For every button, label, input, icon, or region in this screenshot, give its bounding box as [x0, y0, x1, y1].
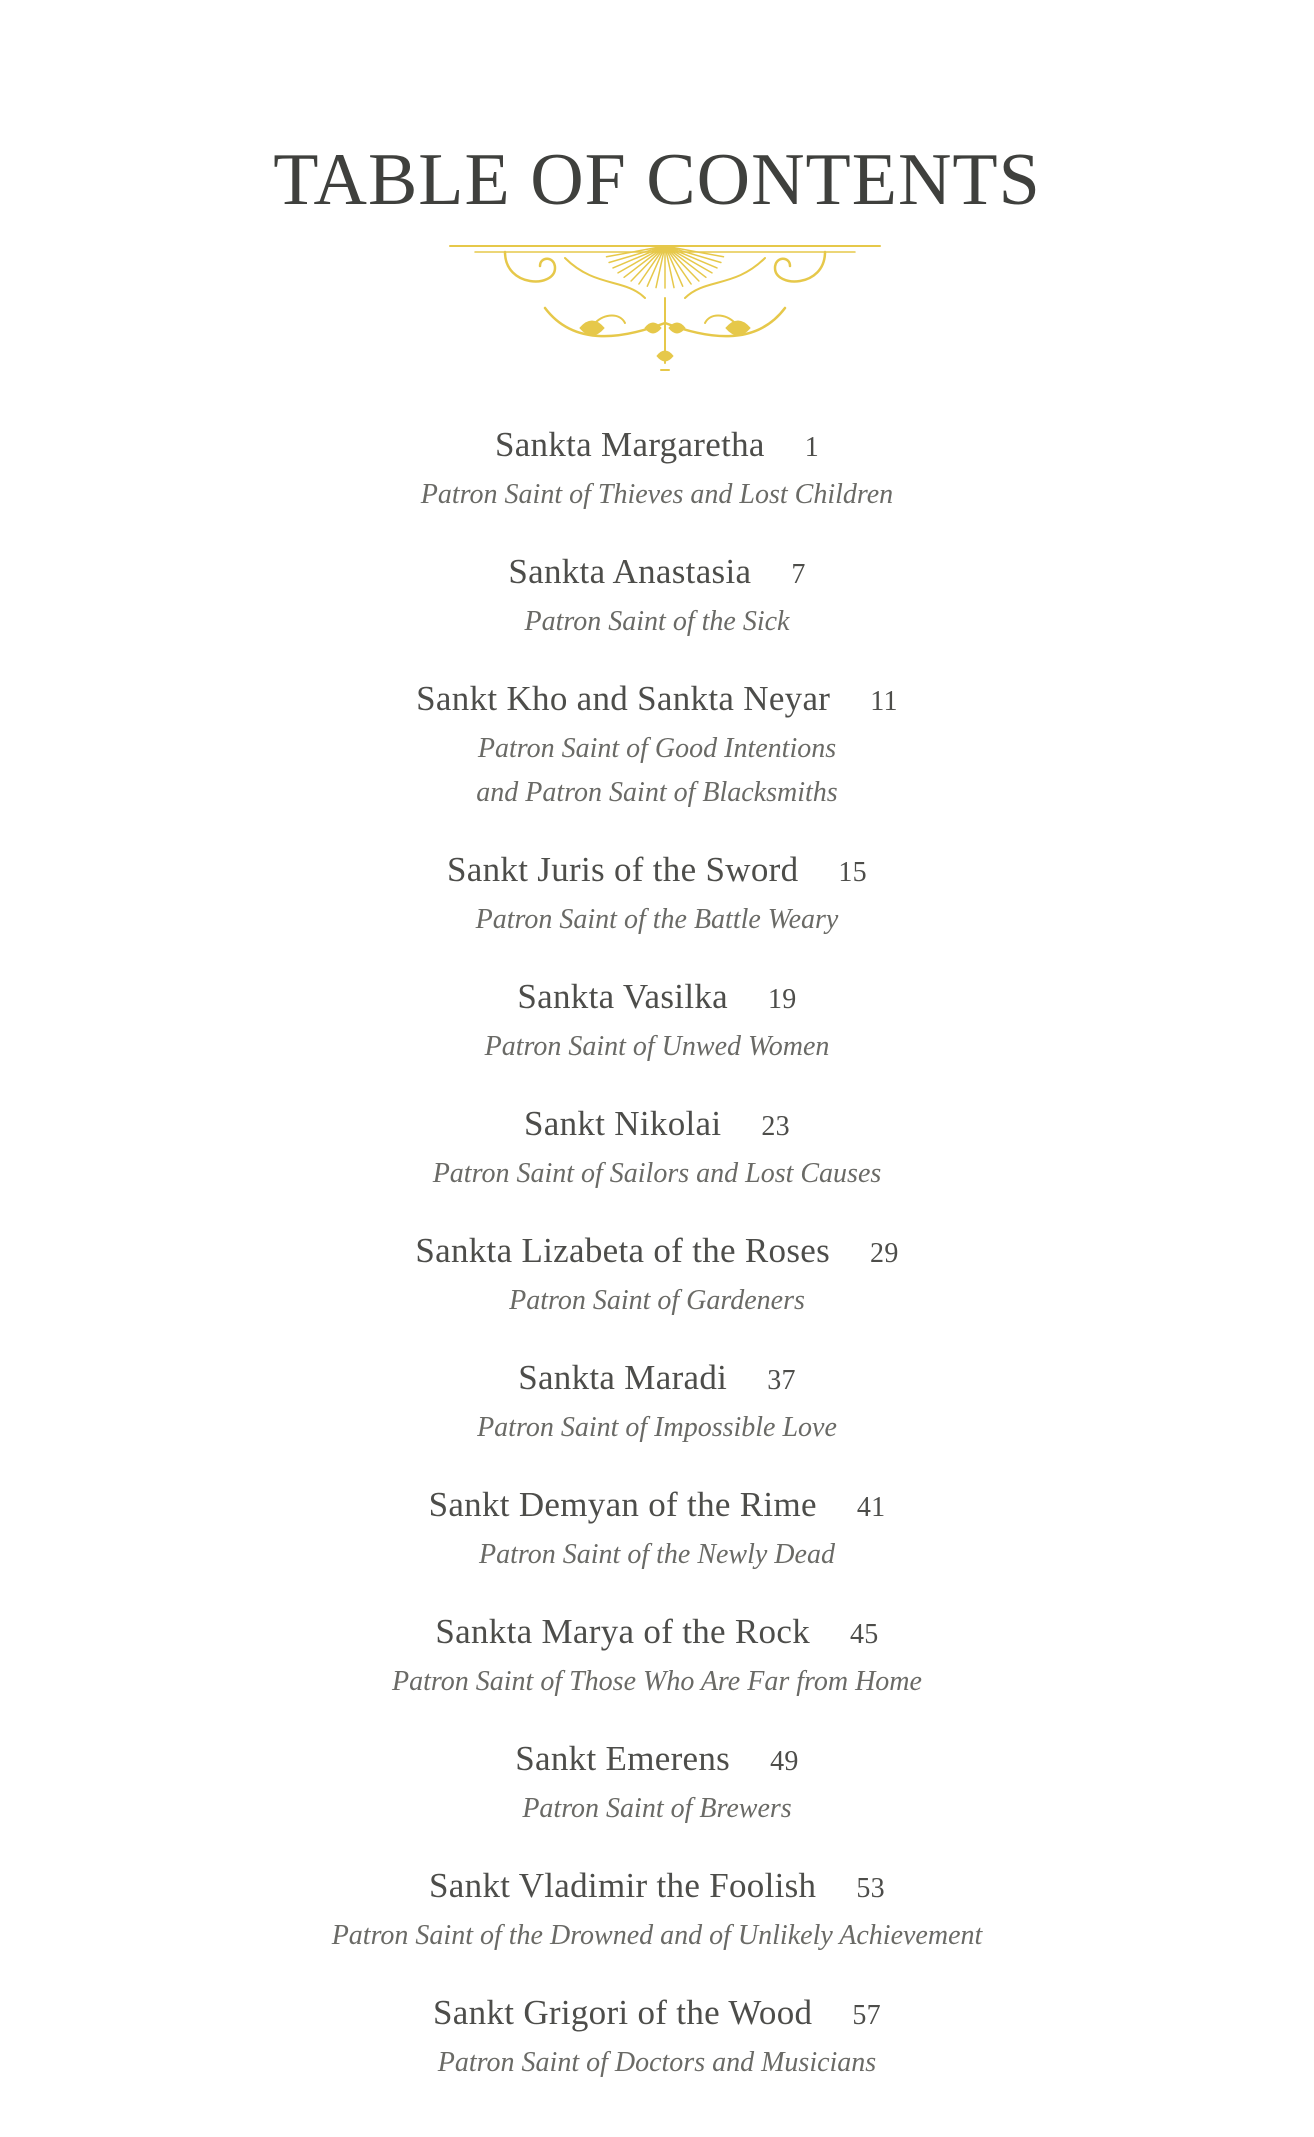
ornament-stroke — [505, 252, 555, 281]
toc-entry-title: Sankt Nikolai — [524, 1104, 722, 1143]
toc-entry-heading — [0, 674, 1314, 727]
toc-entry-subtitle: Patron Saint of Gardeners — [509, 1285, 805, 1316]
toc-entry-title: Sankt Emerens — [515, 1739, 731, 1778]
toc-entry-title: Sankt Juris of the Sword — [447, 850, 799, 889]
toc-entry-heading — [0, 1861, 1314, 1914]
toc-entry-subtitle: and Patron Saint of Blacksmiths — [476, 777, 838, 808]
toc-entry-subtitle: Patron Saint of Doctors and Musicians — [437, 2047, 877, 2078]
toc-entry-subtitle: Patron Saint of Sailors and Lost Causes — [432, 1158, 882, 1189]
toc-entry-heading — [0, 1480, 1314, 1533]
toc-entry-subtitle: Patron Saint of Those Who Are Far from Home — [392, 1666, 922, 1697]
toc-entry-page-number: 45 — [850, 1619, 879, 1650]
toc-entry-subtitle: Patron Saint of Unwed Women — [484, 1031, 830, 1062]
toc-entry-heading — [0, 547, 1314, 600]
toc-entry[interactable] — [0, 1988, 1314, 2085]
toc-entry-heading — [0, 1099, 1314, 1152]
toc-entry-page-number: 23 — [761, 1111, 790, 1142]
toc-entry-title: Sankta Lizabeta of the Roses — [415, 1231, 831, 1270]
toc-entry[interactable] — [0, 420, 1314, 517]
toc-entry-page-number: 41 — [856, 1492, 886, 1523]
toc-entry[interactable] — [0, 547, 1314, 644]
toc-entry-heading — [0, 1734, 1314, 1787]
toc-entry-page-number: 11 — [870, 686, 898, 717]
toc-entry-subtitle: Patron Saint of the Battle Weary — [475, 904, 839, 935]
toc-entry-subtitle: Patron Saint of the Sick — [524, 606, 790, 637]
toc-entry-heading — [0, 420, 1314, 473]
toc-entry-list — [0, 420, 1314, 2115]
ornament-stroke — [705, 316, 735, 324]
toc-entry-heading — [0, 1607, 1314, 1660]
toc-entry-heading — [0, 845, 1314, 898]
toc-entry-page-number: 29 — [870, 1238, 899, 1269]
toc-entry[interactable] — [0, 1607, 1314, 1704]
toc-entry-subtitle: Patron Saint of Thieves and Lost Children — [420, 479, 894, 510]
toc-entry-title: Sankt Vladimir the Foolish — [429, 1866, 817, 1905]
toc-entry[interactable] — [0, 1861, 1314, 1958]
toc-entry-title: Sankt Kho and Sankta Neyar — [416, 679, 831, 718]
toc-entry-heading — [0, 1988, 1314, 2041]
toc-entry[interactable] — [0, 1099, 1314, 1196]
toc-entry-subtitle: Patron Saint of the Newly Dead — [479, 1539, 835, 1570]
toc-entry-page-number: 1 — [804, 432, 820, 463]
toc-entry[interactable] — [0, 845, 1314, 942]
toc-entry-page-number: 15 — [838, 857, 867, 888]
toc-entry-heading — [0, 1353, 1314, 1406]
toc-entry[interactable] — [0, 972, 1314, 1069]
ornament-stroke — [657, 351, 673, 361]
toc-entry[interactable] — [0, 1480, 1314, 1577]
toc-entry[interactable] — [0, 1734, 1314, 1831]
toc-entry-heading — [0, 972, 1314, 1025]
toc-entry-subtitle: Patron Saint of the Drowned and of Unlikely Achievement — [331, 1920, 983, 1951]
toc-entry-subtitle: Patron Saint of Good Intentions — [477, 733, 837, 764]
toc-entry-page-number: 19 — [768, 984, 797, 1015]
toc-entry-page-number: 53 — [856, 1873, 885, 1904]
toc-entry-title: Sankta Marya of the Rock — [435, 1612, 810, 1651]
toc-entry-title: Sankta Maradi — [518, 1358, 728, 1397]
toc-entry-subtitle: Patron Saint of Brewers — [522, 1793, 792, 1824]
page-title: TABLE OF CONTENTS — [273, 139, 1041, 221]
toc-entry-page-number: 7 — [791, 559, 806, 590]
toc-entry-subtitle: Patron Saint of Impossible Love — [477, 1412, 837, 1443]
toc-entry-page-number: 37 — [767, 1365, 796, 1396]
toc-entry-page-number: 57 — [852, 2000, 881, 2031]
toc-entry[interactable] — [0, 1353, 1314, 1450]
toc-entry-title: Sankta Vasilka — [517, 977, 728, 1016]
toc-entry-title: Sankt Grigori of the Wood — [433, 1993, 813, 2032]
toc-entry[interactable] — [0, 674, 1314, 815]
toc-entry-page-number: 49 — [770, 1746, 799, 1777]
gold-filigree-ornament-icon — [445, 228, 885, 378]
ornament-stroke — [775, 252, 825, 281]
toc-entry-heading — [0, 1226, 1314, 1279]
toc-entry-title: Sankt Demyan of the Rime — [428, 1485, 817, 1524]
toc-entry-title: Sankta Margaretha — [494, 425, 765, 464]
ornament-stroke — [595, 316, 625, 324]
toc-entry[interactable] — [0, 1226, 1314, 1323]
toc-entry-title: Sankta Anastasia — [508, 552, 752, 591]
